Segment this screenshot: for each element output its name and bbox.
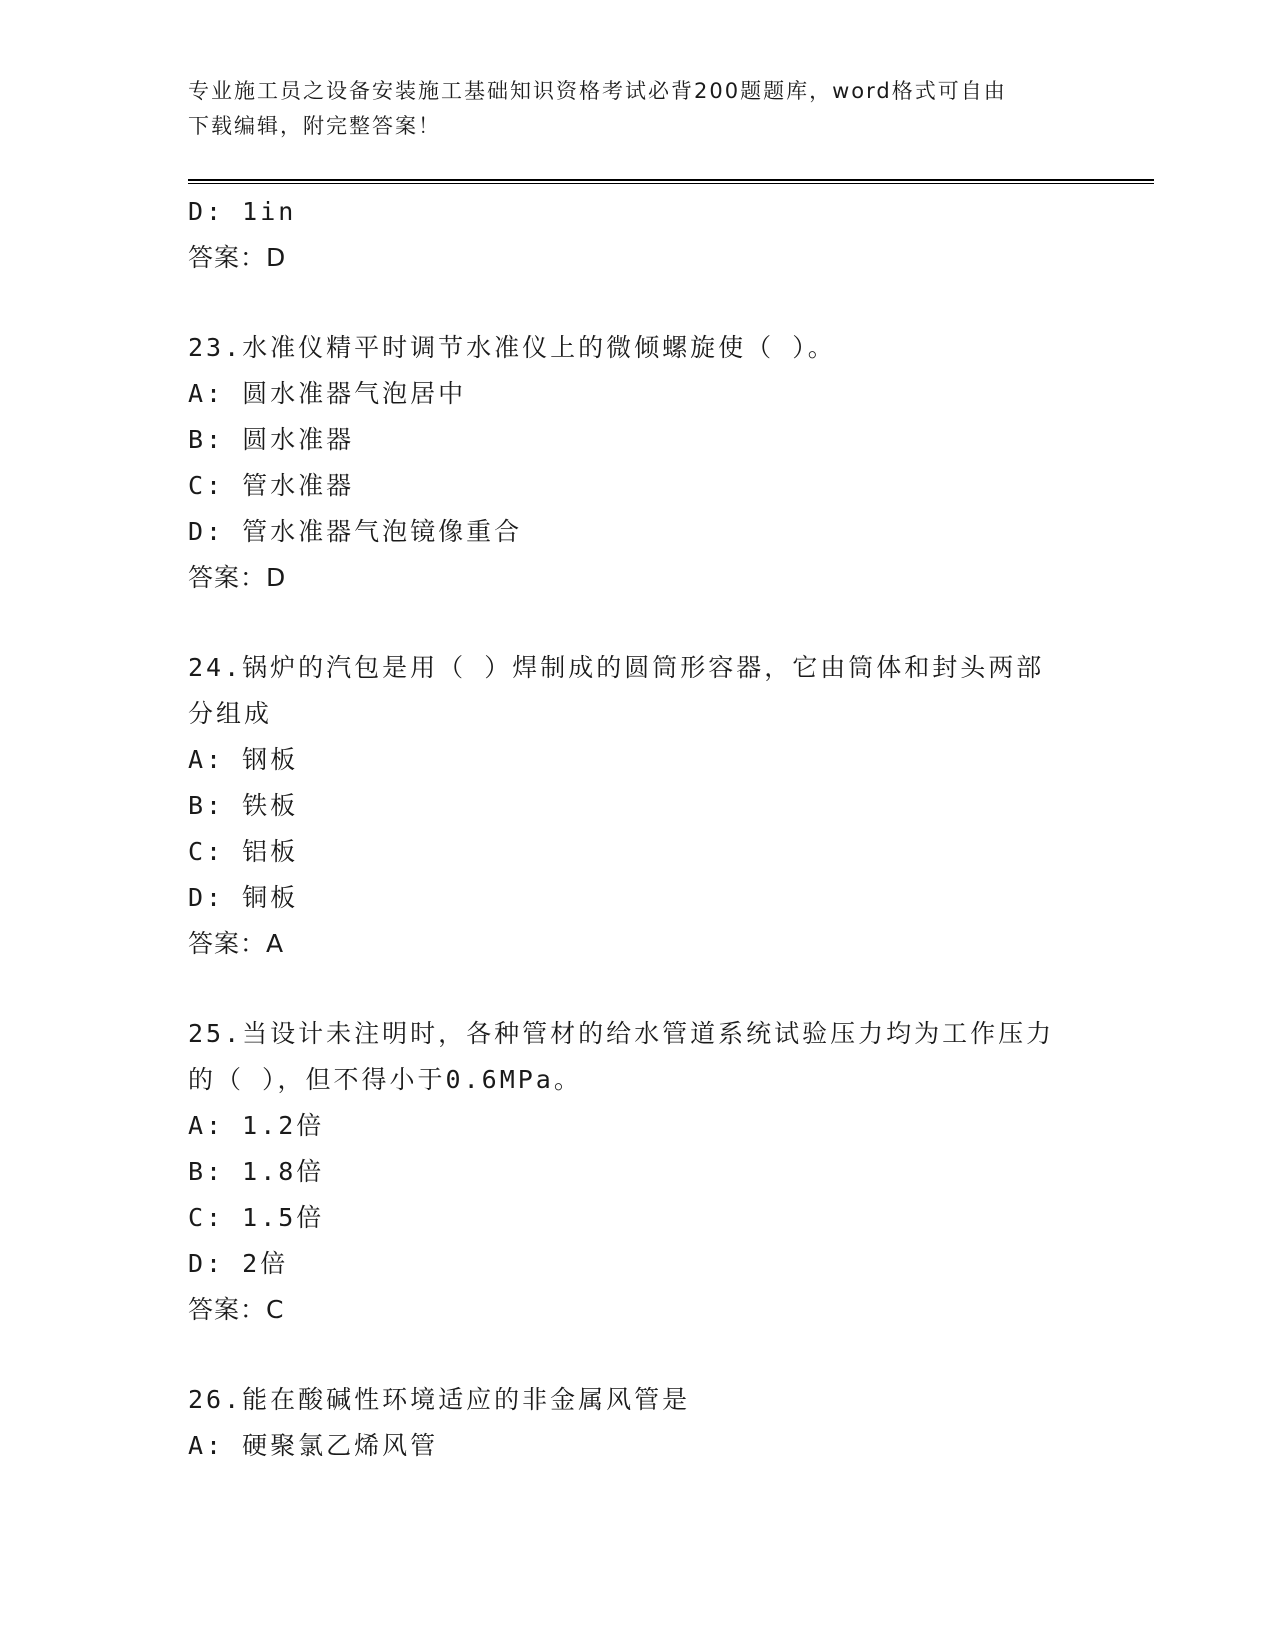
- question-26: [188, 1377, 1088, 1469]
- question-title: [188, 325, 1088, 371]
- option-b: B: 铁板: [188, 791, 299, 820]
- option-a: A: 1.2倍: [188, 1111, 325, 1140]
- answer-line: 答案：D: [188, 563, 287, 592]
- question-title: [188, 1377, 1088, 1423]
- header-line-2: 下载编辑，附完整答案！: [188, 114, 441, 138]
- question-title-line: 分组成: [188, 699, 273, 728]
- option-a: A: 硬聚氯乙烯风管: [188, 1431, 439, 1460]
- header-divider: [188, 179, 1154, 184]
- question-23: [188, 325, 1088, 601]
- header-line-1: 专业施工员之设备安装施工基础知识资格考试必背200题题库，word格式可自由: [188, 79, 1007, 103]
- question-list: [188, 189, 1088, 1469]
- document-header: [188, 74, 1088, 144]
- question-24: [188, 645, 1088, 967]
- option-a: A: 圆水准器气泡居中: [188, 379, 467, 408]
- option-d: D: 铜板: [188, 883, 299, 912]
- question-title-line: 的（ ），但不得小于0.6MPa。: [188, 1065, 582, 1094]
- previous-question-tail: [188, 189, 1088, 281]
- answer-line: 答案：D: [188, 243, 287, 272]
- question-title: [188, 645, 1088, 737]
- answer-line: 答案：A: [188, 929, 285, 958]
- option-d: D: 2倍: [188, 1249, 289, 1278]
- option-d: D: 管水准器气泡镜像重合: [188, 517, 523, 546]
- answer-line: 答案：C: [188, 1295, 285, 1324]
- question-title-line: 23.水准仪精平时调节水准仪上的微倾螺旋使（ ）。: [188, 333, 836, 362]
- option-c: C: 1.5倍: [188, 1203, 325, 1232]
- option-c: C: 管水准器: [188, 471, 355, 500]
- option-c: C: 铝板: [188, 837, 299, 866]
- question-title-line: 25.当设计未注明时，各种管材的给水管道系统试验压力均为工作压力: [188, 1019, 1055, 1048]
- question-title: [188, 1011, 1088, 1103]
- option-b: B: 1.8倍: [188, 1157, 325, 1186]
- option-d: D: 1in: [188, 197, 297, 226]
- question-25: [188, 1011, 1088, 1333]
- question-title-line: 26.能在酸碱性环境适应的非金属风管是: [188, 1385, 691, 1414]
- question-title-line: 24.锅炉的汽包是用（ ）焊制成的圆筒形容器，它由筒体和封头两部: [188, 653, 1045, 682]
- option-b: B: 圆水准器: [188, 425, 355, 454]
- option-a: A: 钢板: [188, 745, 299, 774]
